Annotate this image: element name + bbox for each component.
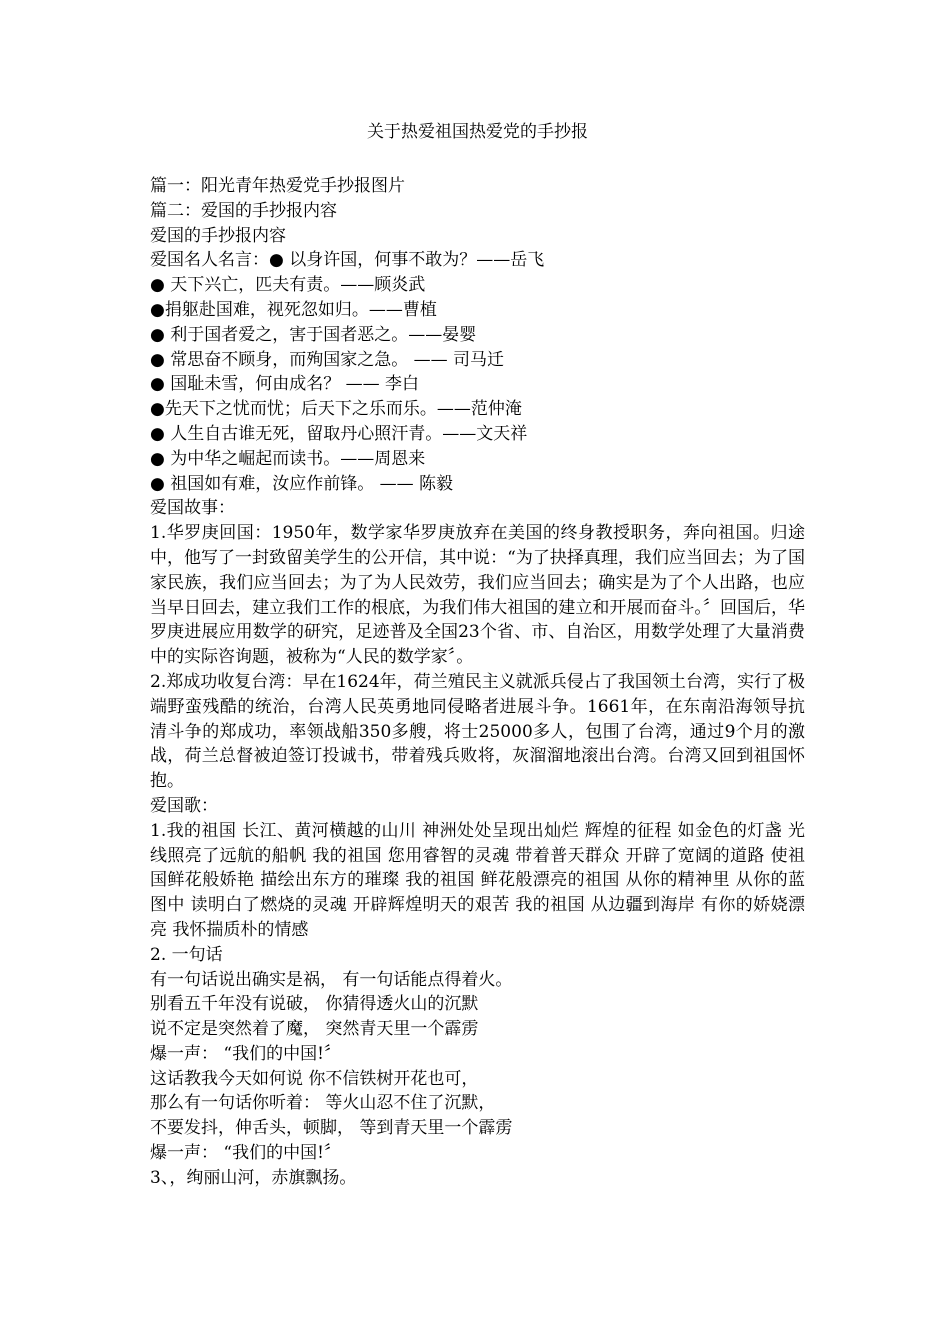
- text-line: 爱国名人名言：● 以身许国，何事不敢为？——岳飞: [150, 250, 545, 271]
- quote-line: ● 天下兴亡，匹夫有责。——顾炎武: [150, 275, 426, 296]
- poem-line: 2. 一句话: [150, 944, 223, 965]
- quote-line: ● 常思奋不顾身，而殉国家之急。 —— 司马迁: [150, 349, 505, 370]
- poem-line: 那么有一句话你听着： 等火山忍不住了沉默，: [150, 1093, 496, 1114]
- document-title: 关于热爱祖国热爱党的手抄报: [367, 122, 588, 142]
- section-heading: 爱国故事：: [150, 498, 235, 519]
- story-paragraph: 1.华罗庚回国：1950年，数学家华罗庚放弃在美国的终身教授职务，奔向祖国。归途中，他写了一封致留美学生的公开信，其中说：“为了抉择真理，我们应当回去；为了国家民族，我们应当回去；为了为人民效劳，我们应当回去；确实是为了个人出路，也应当早日回去，建立我们工作的根底，为我们伟大祖国的建立和开展而奋斗。〞回国后，华罗庚进展应用数学的研究，足迹普及全国23个省、市、自治区，用数学处理了大量消费中的实际咨询题，被称为“人民的数学家〞。: [150, 523, 805, 668]
- poem-line: 说不定是突然着了魔， 突然青天里一个霹雳: [150, 1019, 479, 1040]
- quote-line: ●先天下之忧而忧；后天下之乐而乐。——范仲淹: [150, 399, 522, 420]
- quote-line: ● 利于国者爱之，害于国者恶之。——晏婴: [150, 324, 477, 345]
- section-heading: 爱国歌：: [150, 795, 218, 816]
- poem-line: 爆一声： “我们的中国!〞: [150, 1143, 341, 1164]
- poem-line: 不要发抖，伸舌头，顿脚， 等到青天里一个霹雳: [150, 1118, 513, 1139]
- poem-line: 别看五千年没有说破， 你猜得透火山的沉默: [150, 994, 479, 1015]
- text-line: 爱国的手抄报内容: [150, 225, 286, 246]
- text-line: 篇二：爱国的手抄报内容: [150, 200, 337, 221]
- text-line: 篇一：阳光青年热爱党手抄报图片: [150, 176, 405, 196]
- story-paragraph: 2.郑成功收复台湾：早在1624年，荷兰殖民主义就派兵侵占了我国领土台湾，实行了极端野蛮残酷的统治，台湾人民英勇地同侵略者进展斗争。1661年，在东南沿海领导抗清斗争的郑成功，率领战船350多艘，将士25000多人，包围了台湾，通过9个月的激战，荷兰总督被迫签订投诚书，带着残兵败将，灰溜溜地滚出台湾。台湾又回到祖国怀抱。: [150, 671, 805, 792]
- quote-line: ● 祖国如有难，汝应作前锋。 —— 陈毅: [150, 473, 454, 494]
- quote-line: ● 国耻未雪，何由成名？ —— 李白: [150, 374, 420, 395]
- poem-line: 3、，绚丽山河，赤旗飘扬。: [150, 1167, 357, 1188]
- poem-line: 爆一声： “我们的中国!〞: [150, 1043, 341, 1064]
- document-body: [150, 174, 805, 1191]
- song-paragraph: 1.我的祖国 长江、黄河横越的山川 神洲处处呈现出灿烂 辉煌的征程 如金色的灯盏 光线照亮了远航的船帆 我的祖国 您用睿智的灵魂 带着普天群众 开辟了宽阔的道路 使祖国鲜花般娇艳 描绘出东方的璀璨 我的祖国 鲜花般漂亮的祖国 从你的精神里 从你的蓝图中 读明白了燃烧的灵魂 开辟辉煌明天的艰苦 我的祖国 从边疆到海岸 有你的娇娆漂亮 我怀揣质朴的情感: [150, 820, 805, 940]
- poem-line: 有一句话说出确实是祸， 有一句话能点得着火。: [150, 969, 513, 990]
- quote-line: ● 为中华之崛起而读书。——周恩来: [150, 448, 426, 469]
- quote-line: ●捐躯赴国难，视死忽如归。——曹植: [150, 299, 437, 320]
- quote-line: ● 人生自古谁无死，留取丹心照汗青。——文天祥: [150, 423, 528, 444]
- document-page: [150, 120, 805, 1191]
- poem-line: 这话教我今天如何说 你不信铁树开花也可，: [150, 1068, 479, 1089]
